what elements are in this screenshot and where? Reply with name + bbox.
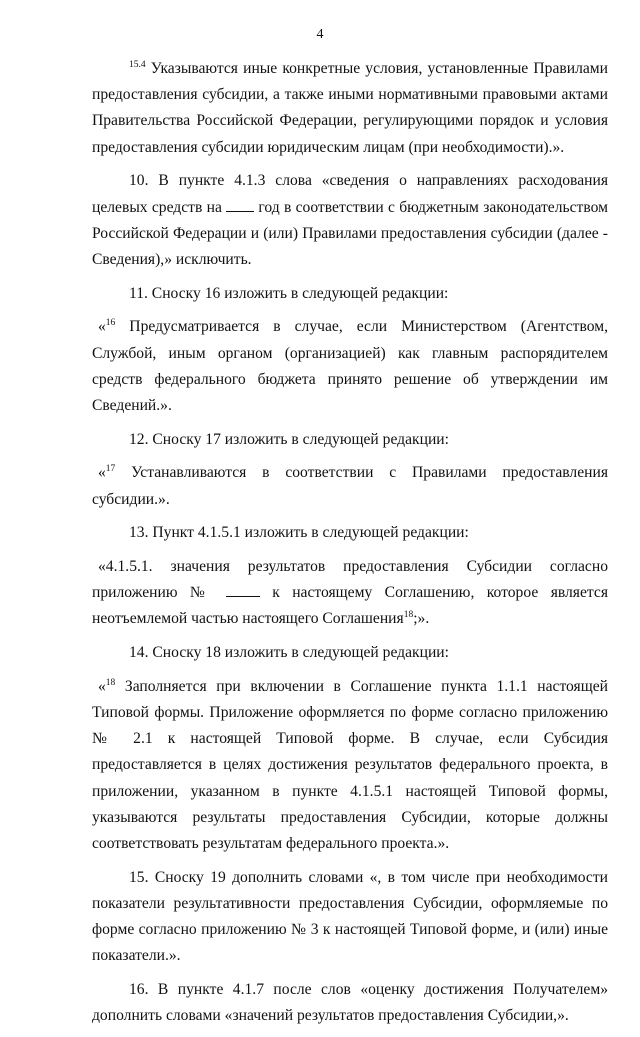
document-body [92,56,608,1037]
paragraph-text: к настоящему Соглашению, которое является неотъемлемой частью настоящего Соглашения [92,584,608,628]
paragraph-item-15 [92,865,608,970]
paragraph-text: «4.1.5.1. значения результатов предоставления Субсидии согласно приложению № [92,557,608,602]
paragraph-text: 12. Сноску 17 изложить в следующей редакции: [129,430,449,448]
paragraph-footnote-15-4 [92,56,608,161]
paragraph-text: 16. В пункте 4.1.7 после слов «оценку достижения Получателем» дополнить словами «значений результатов предоставления Субсидии,». [92,981,608,1025]
paragraph-text: 10. В пункте 4.1.3 слова «сведения о направлениях расходования целевых средств на [92,172,608,216]
paragraph-text: Предусматривается в случае, если Министерством (Агентством, Службой, иным органом (организацией) как главным распорядителем средств федерального бюджета принято решение об утверждении им Сведений.». [92,318,608,414]
footnote-marker: 16 [105,318,116,329]
paragraph-text: 13. Пункт 4.1.5.1 изложить в следующей редакции: [129,524,469,542]
quote-mark: « [98,677,106,695]
quote-mark: « [98,464,106,482]
footnote-marker: 18 [403,610,414,621]
paragraph-text: Указываются иные конкретные условия, установленные Правилами предоставления субсидии, а также иными нормативными правовыми актами Правительства Российской Федерации, регулирующими порядок и условия предоставления субсидии юридическим лицам (при необходимости).». [92,60,608,156]
footnote-marker: 17 [105,464,116,475]
paragraph-clause-4-1-5-1 [92,554,608,633]
paragraph-text: Устанавливаются в соответствии с Правилами предоставления субсидии.». [92,464,608,508]
paragraph-footnote-18 [92,674,608,857]
page-number: 4 [316,27,324,42]
blank-line [226,199,254,212]
paragraph-text: Заполняется при включении в Соглашение пункта 1.1.1 настоящей Типовой формы. Приложение оформляется по форме согласно приложению № 2.1 к настоящей Типовой форме. В случае, если Субсидия предоставляется в целях достижения результатов федерального проекта, в приложении, указанном в пункте 4.1.5.1 настоящей Типовой формы, указываются результаты предоставления Субсидии, которые должны соответствовать результатам федерального проекта.». [92,677,608,852]
footnote-marker: 15.4 [129,59,146,70]
paragraph-text: 15. Сноску 19 дополнить словами «, в том числе при необходимости показатели результативности предоставления Субсидии, оформляемые по форме согласно приложению № 3 к настоящей Типовой форме, и (или) иные показатели.». [92,868,608,965]
paragraph-item-14 [92,640,608,666]
paragraph-text: ;». [413,610,430,628]
footnote-marker: 18 [105,677,116,688]
paragraph-footnote-16 [92,314,608,419]
quote-mark: « [98,318,106,336]
paragraph-item-13 [92,520,608,546]
paragraph-footnote-17 [92,460,608,512]
blank-line [226,584,260,597]
paragraph-text: 14. Сноску 18 изложить в следующей редакции: [129,644,449,662]
paragraph-item-16 [92,977,608,1029]
paragraph-text: год в соответствии с бюджетным законодательством Российской Федерации и (или) Правилами предоставления субсидии (далее - Сведения),» исключить. [92,198,608,268]
paragraph-text: 11. Сноску 16 изложить в следующей редакции: [129,284,449,302]
paragraph-item-11 [92,281,608,307]
paragraph-item-10 [92,168,608,273]
paragraph-item-12 [92,427,608,453]
